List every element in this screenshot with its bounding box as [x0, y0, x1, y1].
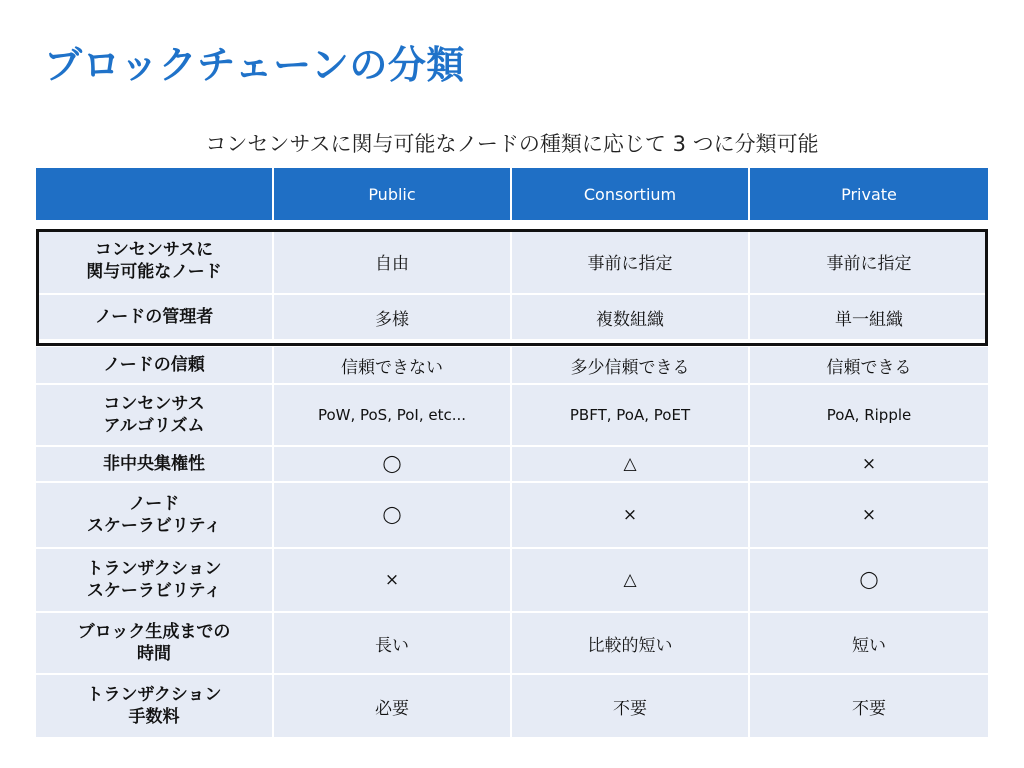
row-value-cell: ◯ [750, 549, 988, 613]
row-value-cell: 必要 [274, 675, 512, 739]
row-value-cell: 多少信頼できる [512, 347, 750, 385]
row-value-cell: 不要 [750, 675, 988, 739]
table-row [36, 229, 988, 295]
row-value-cell: 複数組織 [512, 295, 750, 341]
row-label: コンセンサスに 関与可能なノード [36, 229, 274, 295]
table-header-row [36, 168, 988, 222]
table-row [36, 295, 988, 341]
row-label: ノード スケーラビリティ [36, 483, 274, 549]
row-label: ノードの信頼 [36, 347, 274, 385]
row-value-cell: PBFT, PoA, PoET [512, 385, 750, 447]
row-label: ブロック生成までの 時間 [36, 613, 274, 675]
row-value-cell: × [750, 483, 988, 549]
table-row [36, 347, 988, 385]
row-value-cell: △ [512, 447, 750, 483]
header-cell-consortium: Consortium [512, 168, 750, 222]
table-row [36, 675, 988, 739]
classification-table [36, 168, 988, 739]
row-value-cell: 単一組織 [750, 295, 988, 341]
row-label: トランザクション 手数料 [36, 675, 274, 739]
row-value-cell: 事前に指定 [750, 229, 988, 295]
table-row [36, 613, 988, 675]
header-cell-private: Private [750, 168, 988, 222]
row-value-cell: ◯ [274, 447, 512, 483]
header-cell-empty [36, 168, 274, 222]
table-row [36, 549, 988, 613]
row-value-cell: × [274, 549, 512, 613]
row-value-cell: 事前に指定 [512, 229, 750, 295]
row-label: 非中央集権性 [36, 447, 274, 483]
row-label: ノードの管理者 [36, 295, 274, 341]
row-value-cell: PoW, PoS, PoI, etc... [274, 385, 512, 447]
row-value-cell: 短い [750, 613, 988, 675]
row-value-cell: 長い [274, 613, 512, 675]
header-cell-public: Public [274, 168, 512, 222]
row-value-cell: PoA, Ripple [750, 385, 988, 447]
row-value-cell: × [750, 447, 988, 483]
page-title: ブロックチェーンの分類 [44, 43, 465, 87]
subtitle: コンセンサスに関与可能なノードの種類に応じて 3 つに分類可能 [205, 132, 819, 156]
row-value-cell: × [512, 483, 750, 549]
table-row [36, 385, 988, 447]
row-value-cell: 多様 [274, 295, 512, 341]
row-value-cell: 不要 [512, 675, 750, 739]
table-row [36, 483, 988, 549]
row-value-cell: 比較的短い [512, 613, 750, 675]
row-value-cell: △ [512, 549, 750, 613]
table-row [36, 447, 988, 483]
row-value-cell: ◯ [274, 483, 512, 549]
row-value-cell: 信頼できない [274, 347, 512, 385]
row-label: トランザクション スケーラビリティ [36, 549, 274, 613]
row-value-cell: 自由 [274, 229, 512, 295]
row-value-cell: 信頼できる [750, 347, 988, 385]
row-label: コンセンサス アルゴリズム [36, 385, 274, 447]
table-body [36, 229, 988, 739]
